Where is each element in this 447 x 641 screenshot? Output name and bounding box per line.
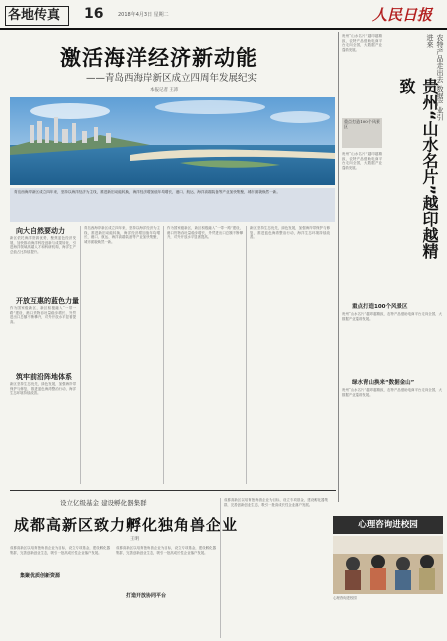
column-1-head: 向大自然要动力	[16, 227, 65, 235]
classroom-photo-image	[333, 536, 443, 594]
column-3-head: 筑牢前沿阵地体系	[16, 373, 72, 381]
bottom-headline: 成都高新区致力孵化独角兽企业	[14, 516, 239, 534]
sidebar-text-mid: 贵州“山水名片”越印越精致，农特产品借助电商平台走向全国，大数据产业蓬勃发展。	[342, 152, 382, 170]
column-rule	[246, 226, 247, 484]
sidebar-subhead-1: 重点打造100个风景区	[352, 304, 408, 310]
bottom-text-3: 成都高新区以培育独角兽企业为目标，设立专项基金，建设孵化器集群，完善创新创业生态，吸引一批高成长性企业落户发展。	[224, 498, 328, 507]
sidebar-rule	[338, 32, 339, 502]
lead-photo	[10, 97, 335, 185]
column-rule	[220, 498, 221, 638]
box-photo	[333, 536, 443, 594]
column-1-text: 新区依托海洋资源优势，聚焦蓝色经济发展，加快推动海洋科技创新与成果转化，引进海洋领域高端人才和科研机构，海洋生产总值占比持续提升。	[10, 236, 76, 254]
page-number: 16	[84, 6, 104, 22]
column-2-text: 作为国家级新区，新区积极融入“一带一路”建设，港口货物吞吐量稳步增长，外贸进出口总额不断攀升，对外开放水平显著提高。	[10, 306, 76, 324]
sidebar-text-lower: 贵州“山水名片”越印越精致，农特产品借助电商平台走向全国，大数据产业蓬勃发展。	[342, 312, 442, 321]
bay-skyline-image	[10, 97, 335, 185]
bottom-text-1: 成都高新区以培育独角兽企业为目标，设立专项基金，建设孵化器集群，完善创新创业生态，吸引一批高成长性企业落户发展。	[10, 546, 110, 555]
column-5-text: 作为国家级新区，新区积极融入“一带一路”建设，港口货物吞吐量稳步增长，外贸进出口总额不断攀升，对外开放水平显著提高。	[167, 226, 243, 240]
sidebar-inset-box	[342, 118, 382, 148]
column-2-head: 开放互惠的蓝色力量	[16, 297, 79, 305]
sidebar-text-bottom: 贵州“山水名片”越印越精致，农特产品借助电商平台走向全国，大数据产业蓬勃发展。	[342, 388, 442, 397]
bottom-subhead-a: 集聚优质创新资源	[20, 573, 61, 579]
lead-byline: 本报记者 王沛	[150, 88, 179, 93]
box-caption: 心理咨询进校园	[333, 596, 357, 600]
newspaper-logo: 人民日报	[372, 6, 433, 24]
column-4-text: 青岛西海岸新区成立四年来，坚持以海洋经济为主线，推进新旧动能转换，海洋经济增加值年均增长，港口、航运、海洋高端装备等产业加快集聚，城市面貌焕然一新。	[84, 226, 160, 244]
bottom-byline: 王明	[130, 537, 139, 542]
section-label: 各地传真	[5, 6, 69, 26]
sidebar-kicker: 农特产品走出去 数据产业引进来	[426, 34, 444, 121]
bottom-kicker: 设立亿级基金 建设孵化器集群	[60, 499, 147, 507]
photo-caption: 青岛西海岸新区成立四年来，坚持以海洋经济为主线，推进新旧动能转换，海洋经济增加值年均增长，港口、航运、海洋高端装备等产业加快集聚，城市面貌焕然一新。	[10, 188, 335, 222]
sidebar-text-top: 贵州“山水名片”越印越精致，农特产品借助电商平台走向全国，大数据产业蓬勃发展。	[342, 34, 382, 52]
dateline: 2018年4月3日 星期二	[118, 12, 169, 18]
column-6-text: 新区坚持生态优先，绿色发展，加强海岸带保护与修复，推进蓝色海湾整治行动，海洋生态环境持续改善。	[250, 226, 330, 240]
column-3-text: 新区坚持生态优先，绿色发展，加强海岸带保护与修复，推进蓝色海湾整治行动，海洋生态环境持续改善。	[10, 382, 76, 396]
bottom-text-2: 成都高新区以培育独角兽企业为目标，设立专项基金，建设孵化器集群，完善创新创业生态，吸引一批高成长性企业落户发展。	[116, 546, 216, 555]
bottom-subhead-b: 打造开放协同平台	[126, 593, 167, 599]
box-header: 心理咨询进校园	[333, 516, 443, 534]
sidebar-inset-text: 重点打造100个风景区	[344, 119, 380, 129]
section-divider	[10, 490, 336, 491]
sidebar-headline: 贵州“山水名片”越印越精致	[397, 78, 439, 260]
sidebar-subhead-2: 绿水青山换来“数据金山”	[352, 380, 415, 386]
column-rule	[80, 226, 81, 484]
lead-subheadline: ——青岛西海岸新区成立四周年发展纪实	[86, 73, 258, 84]
lead-headline: 激活海洋经济新动能	[60, 46, 258, 70]
column-rule	[163, 226, 164, 484]
